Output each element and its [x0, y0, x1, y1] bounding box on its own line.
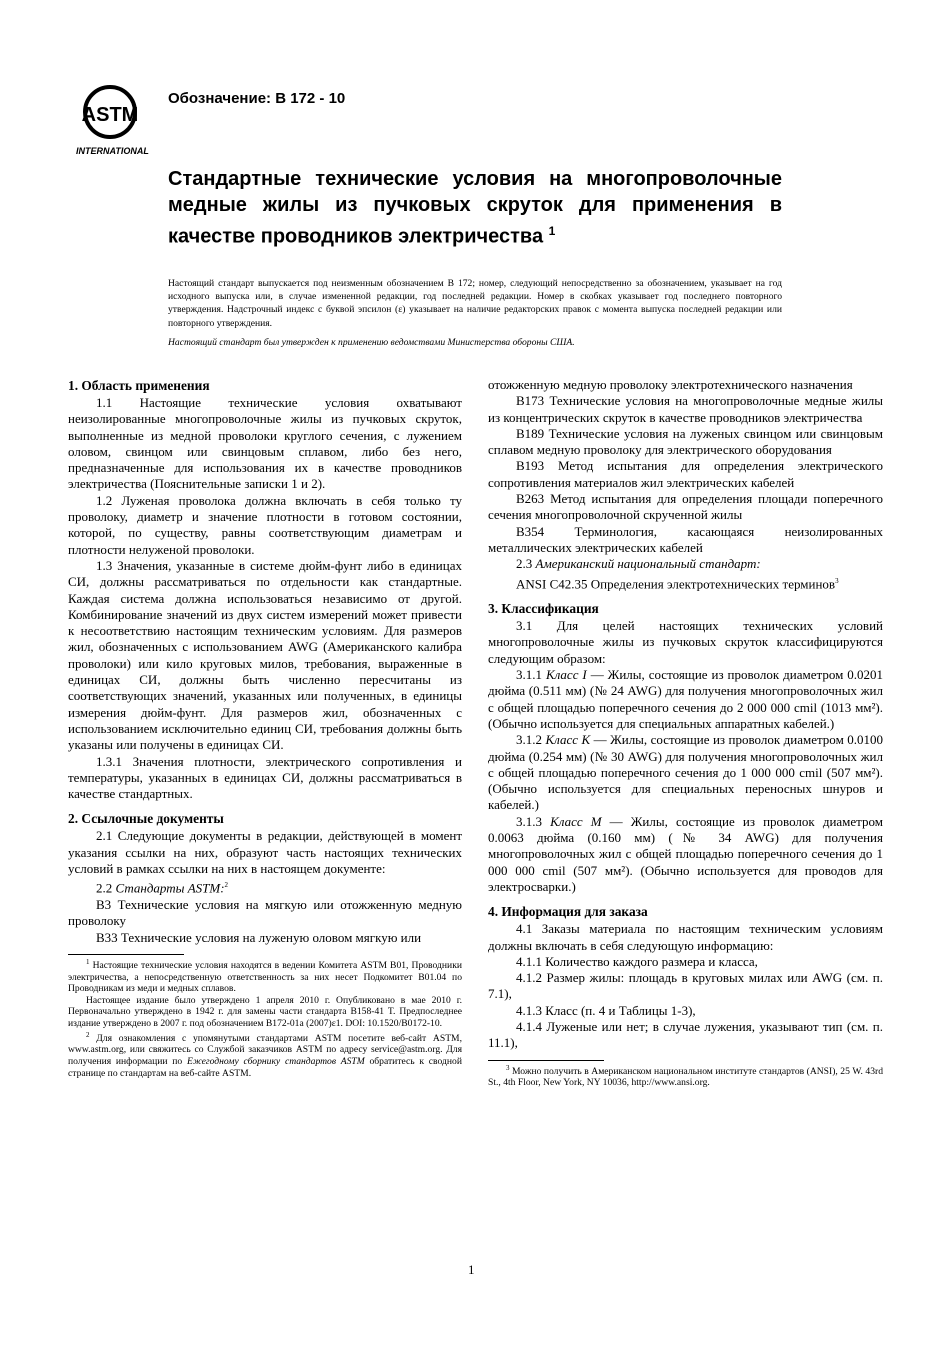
- right-column: [488, 377, 883, 1089]
- para-1-3-1: 1.3.1 Значения плотности, электрического сопротивления и температуры, указанных в единицах СИ, должны рассматриваться в качестве стандартных.: [68, 753, 462, 802]
- class-m-label: Класс M: [550, 813, 602, 829]
- footnote-3: [488, 1063, 883, 1089]
- para-3-1-3-text: — Жилы, состоящие из проволок диаметром 0.0063 дюйма (0.160 мм) (№ 34 AWG) для получения многопроволочных жил с общей площадью поперечного сечения до 1 000 000 cmil (507 мм²). (Обычно используется для проводов для электросварки.): [488, 813, 883, 894]
- footnote-2: [68, 1030, 462, 1080]
- para-4-1-3: 4.1.3 Класс (п. 4 и Таблицы 1-3),: [516, 1002, 696, 1018]
- title-footnote-ref: 1: [548, 224, 556, 238]
- para-2-3-num: 2.3: [516, 556, 536, 572]
- footnote-1b: Настоящее издание было утверждено 1 апреля 2010 г. Опубликовано в мае 2010 г. Первоначально утверждено в 1942 г. для замены части стандарта B158-41 T. Предпоследнее издание утверждено в 2007 г. под обозначением B172-01a (2007)ε1. DOI: 10.1520/B0172-10.: [68, 994, 462, 1029]
- footnote-1-text: Настоящие технические условия находятся в ведении Комитета ASTM B01, Проводники электричества, а непосредственную ответственность за них несет Подкомитет B01.04 по Проводникам из меди и медных сплавов.: [68, 960, 462, 995]
- para-3-1-2-text: — Жилы, состоящие из проволок диаметром 0.0100 дюйма (0.254 мм) (№ 30 AWG) для получения многопроволочных жил с общей площадью поперечного сечения до 1 000 000 cmil (507 мм²). (Обычно используется для специальных переносных шнуров и кабелей.): [488, 732, 884, 813]
- footnote-2-italic: Ежегодному сборнику стандартов ASTM: [186, 1055, 365, 1067]
- ref-b263: B263 Метод испытания для определения площади поперечного сечения многопроволочной скрученной жилы: [488, 491, 883, 523]
- section-3-heading: 3. Классификация: [488, 601, 599, 617]
- footnote-rule: [68, 954, 184, 955]
- footnote-1: [68, 957, 462, 995]
- page-number: 1: [468, 1262, 475, 1277]
- ref-b3: B3 Технические условия на мягкую или отожженную медную проволоку: [68, 896, 462, 929]
- para-3-1-1: [488, 667, 883, 732]
- para-2-1: 2.1 Следующие документы в редакции, действующей в момент указания ссылки на них, образуют часть настоящих технических условий в рамках ссылки на них в настоящем документе:: [68, 828, 462, 877]
- para-1-1: 1.1 Настоящие технические условия охватывают неизолированные многопроволочные жилы из пучковых скруток, выполненные из медной проволоки круглого сечения, с лужением оловом, свинцом или свинцовым сплавом, либо без него, предназначенные для использования их в качестве проводников электричества (Пояснительные записки 1 и 2).: [68, 395, 462, 492]
- footnote-3-text: Можно получить в Американском национальном институте стандартов (ANSI), 25 W. 43rd St., 4th Floor, New York, NY 10036, http://www.ansi.org.: [488, 1065, 883, 1089]
- para-4-1: 4.1 Заказы материала по настоящим техническим условиям должны включать в себя следующую информацию:: [488, 921, 883, 953]
- footnote-3-sup: 3: [506, 1063, 510, 1072]
- para-3-1-2: [488, 732, 883, 813]
- ref-b189: B189 Технические условия на луженых свинцом или свинцовым сплавом медную проволоку для электрического оборудования: [488, 425, 883, 458]
- section-1-heading: 1. Область применения: [68, 378, 210, 393]
- ref-b33: B33 Технические условия на луженую оловом мягкую или: [96, 929, 422, 945]
- section-2-heading: 2. Ссылочные документы: [68, 811, 224, 827]
- footnotes-left: [68, 957, 462, 1079]
- designation: Обозначение: B 172 - 10: [168, 90, 346, 107]
- para-1-2: 1.2 Луженая проволока должна включать в себя только ту проволоку, диаметр и значение плотности в готовом состоянии, которой, по существу, равны соответствующим диаметрам и плотности нелуженой проволоки.: [68, 492, 462, 557]
- ref-b173: B173 Технические условия на многопроволочные медные жилы из концентрических скруток в качестве проводников электричества: [488, 393, 883, 425]
- astm-logo: [76, 84, 156, 158]
- astm-logo-mark: [76, 84, 156, 158]
- section-4-heading: 4. Информация для заказа: [488, 904, 648, 920]
- para-2-2: [68, 877, 462, 897]
- ref-b33-cont: отожженную медную проволоку электротехнического назначения: [488, 377, 853, 392]
- document-title: [168, 166, 782, 250]
- footnote-2-sup: 2: [86, 1030, 90, 1039]
- ref-ansi-text: ANSI C42.35 Определения электротехнических терминов: [516, 575, 836, 591]
- para-3-1: 3.1 Для целей настоящих технических условий многопроволочные жилы из пучковых скруток классифицируются следующим образом:: [488, 618, 883, 666]
- class-k-label: Класс K: [545, 732, 591, 748]
- logo-text: ASTM: [81, 104, 139, 126]
- para-2-2-label: Стандарты ASTM:: [115, 880, 225, 896]
- left-column: [68, 377, 462, 1079]
- para-3-1-3: [488, 814, 883, 895]
- title-text: Стандартные технические условия на многопроволочные медные жилы из пучковых скруток для применения в качестве проводников электричества: [168, 168, 782, 248]
- para-2-2-sup: 2: [224, 881, 229, 890]
- ref-b193: B193 Метод испытания для определения электрического сопротивления материалов жил электрических кабелей: [488, 458, 883, 490]
- para-3-1-3-num: 3.1.3: [516, 813, 551, 829]
- issued-note: Настоящий стандарт выпускается под неизменным обозначением B 172; номер, следующий непосредственно за обозначением, указывает на год исходного выпуска или, в случае измененной редакции, год последней редакции. Номер в скобках указывает год последнего повторного утверждения. Надстрочный индекс с буквой эпсилон (ε) указывает на наличие редакторских правок с момента выпуска последней редакции или повторного утверждения.: [168, 278, 782, 329]
- para-3-1-1-num: 3.1.1: [516, 667, 546, 683]
- footnote-1-sup: 1: [86, 957, 90, 966]
- para-4-1-2: 4.1.2 Размер жилы: площадь в круговых милах или AWG (см. п. 7.1),: [488, 970, 883, 1002]
- footnote-2-text-end: обратитесь к сводной странице по стандартам на веб-сайте ASTM.: [68, 1055, 462, 1079]
- para-3-1-2-num: 3.1.2: [516, 732, 546, 748]
- ref-b354: B354 Терминология, касающаяся неизолированных металлических электрических кабелей: [488, 523, 883, 555]
- footnote-rule-right: [488, 1060, 604, 1061]
- footnote-2-text: Для ознакомления с упомянутыми стандартами ASTM посетите веб-сайт ASTM, www.astm.org, или свяжитесь со Службой заказчиков ASTM по адресу service@astm.org. Для получения информации по: [68, 1032, 462, 1067]
- approved-note: Настоящий стандарт был утвержден к применению ведомствами Министерства обороны США.: [168, 337, 575, 348]
- para-1-3: 1.3 Значения, указанные в системе дюйм-фунт либо в единицах СИ, должны рассматриваться по отдельности как стандартные. Каждая система должна использоваться независимо от другой. Комбинирование значений из двух систем измерений может привести к несоответствию настоящим техническим условиям. Для размеров жил, обозначенных с использованием AWG (Американского калибра проволоки) или кило круговых милов, требования, выраженные в единицах СИ, должны быть численно пересчитаны из соответствующих значений, указанных или полученных, в единицы измерения дюйм-фунт. Для размеров жил, обозначенных с использованием исключительно единиц СИ, требования должны быть указаны или получены в единицах СИ.: [68, 557, 462, 753]
- class-i-label: Класс I: [545, 667, 587, 683]
- logo-subtext: INTERNATIONAL: [76, 146, 149, 156]
- para-4-1-1: 4.1.1 Количество каждого размера и класса,: [516, 953, 758, 969]
- ref-ansi-sup: 3: [835, 576, 839, 585]
- para-4-1-4: 4.1.4 Луженые или нет; в случае лужения, указывают тип (см. п. 11.1),: [488, 1019, 883, 1051]
- para-2-3: [488, 556, 883, 572]
- para-2-3-label: Американский национальный стандарт:: [535, 556, 761, 572]
- para-2-2-num: 2.2: [96, 880, 116, 896]
- footnotes-right: [488, 1063, 883, 1089]
- ref-ansi: [488, 573, 883, 593]
- para-3-1-1-text: — Жилы, состоящие из проволок диаметром 0.0201 дюйма (0.511 мм) (№ 24 AWG) для получения многопроволочных жил с общей площадью поперечного сечения до 2 000 000 cmil (1013 мм²). (Обычно используется для специальных аппаратных кабелей.): [488, 667, 884, 731]
